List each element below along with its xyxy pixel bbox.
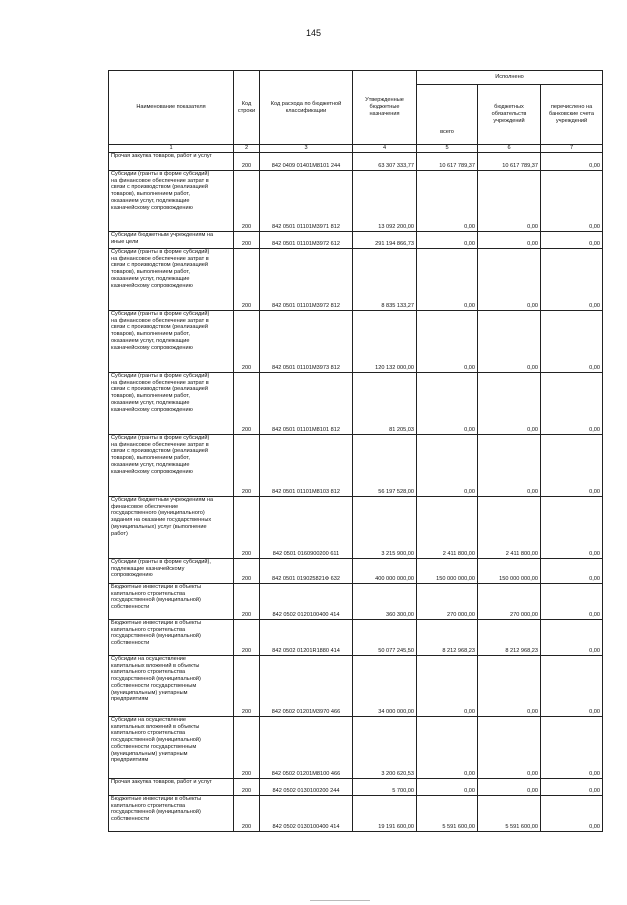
table-row [109, 497, 603, 559]
row-total-cell: 10 617 789,37 [417, 153, 478, 171]
row-approved-cell: 50 077 245,50 [353, 620, 417, 656]
row-expense-code-cell: 842 0409 01401M8101 244 [260, 153, 353, 171]
row-name-cell: Бюджетные инвестиции в объекты капитального строительства государственной (муниципальной) собственности [109, 584, 234, 620]
row-expense-code-cell: 842 0501 01101M3972 612 [260, 232, 353, 249]
table-row [109, 717, 603, 779]
row-line-code-cell: 200 [234, 796, 260, 832]
row-name-cell: Субсидии (гранты в форме субсидий), подлежащие казначейскому сопровождению [109, 559, 234, 584]
row-name-cell: Субсидии (гранты в форме субсидий) на финансовое обеспечение затрат в связи с производством (реализацией товаров), выполнением работ, оказанием услуг, подлежащие казначейскому сопровождению [109, 311, 234, 373]
row-name-cell: Прочая закупка товаров, работ и услуг [109, 779, 234, 796]
table-row [109, 249, 603, 311]
row-total-cell: 0,00 [417, 249, 478, 311]
table-row [109, 373, 603, 435]
row-total-cell: 5 591 600,00 [417, 796, 478, 832]
row-approved-cell: 56 197 528,00 [353, 435, 417, 497]
header-line-code: Код строки [234, 71, 260, 145]
row-line-code-cell: 200 [234, 656, 260, 717]
row-expense-code-cell: 842 0501 01101M8103 812 [260, 435, 353, 497]
row-name-cell: Субсидии (гранты в форме субсидий) на финансовое обеспечение затрат в связи с производством (реализацией товаров), выполнением работ, оказанием услуг, подлежащие казначейскому сопровождению [109, 435, 234, 497]
table-row [109, 232, 603, 249]
row-approved-cell: 400 000 000,00 [353, 559, 417, 584]
row-line-code-cell: 200 [234, 249, 260, 311]
table-row [109, 435, 603, 497]
row-total-cell: 0,00 [417, 435, 478, 497]
header-bank-transferred: перечислено на банковские счета учреждений [541, 85, 603, 145]
row-total-cell: 150 000 000,00 [417, 559, 478, 584]
row-obligations-cell: 0,00 [478, 232, 541, 249]
row-expense-code-cell: 842 0501 019025821Ф 632 [260, 559, 353, 584]
row-line-code-cell: 200 [234, 311, 260, 373]
row-approved-cell: 63 307 333,77 [353, 153, 417, 171]
row-total-cell: 0,00 [417, 373, 478, 435]
row-obligations-cell: 2 411 800,00 [478, 497, 541, 559]
row-total-cell: 0,00 [417, 311, 478, 373]
header-expense-code: Код расхода по бюджетной классификации [260, 71, 353, 145]
row-expense-code-cell: 842 0502 01201R1880 414 [260, 620, 353, 656]
row-approved-cell: 120 132 000,00 [353, 311, 417, 373]
row-obligations-cell: 5 591 600,00 [478, 796, 541, 832]
row-total-cell: 0,00 [417, 717, 478, 779]
header-budget-obligations: бюджетных обязательств учреждений [478, 85, 541, 145]
row-name-cell: Субсидии (гранты в форме субсидий) на финансовое обеспечение затрат в связи с производством (реализацией товаров), выполнением работ, оказанием услуг, подлежащие казначейскому сопровождению [109, 249, 234, 311]
row-obligations-cell: 270 000,00 [478, 584, 541, 620]
row-name-cell: Субсидии на осуществление капитальных вложений в объекты капитального строительства государственной (муниципальной) собственности государственным (муниципальным) унитарным предприятиям [109, 656, 234, 717]
column-number: 5 [417, 145, 478, 153]
budget-execution-table [108, 70, 603, 832]
row-bank-cell: 0,00 [541, 373, 603, 435]
column-number: 2 [234, 145, 260, 153]
table-row [109, 796, 603, 832]
table-row [109, 153, 603, 171]
row-approved-cell: 360 300,00 [353, 584, 417, 620]
row-approved-cell: 19 191 600,00 [353, 796, 417, 832]
page-edge-mark [310, 900, 370, 901]
row-total-cell: 0,00 [417, 779, 478, 796]
row-line-code-cell: 200 [234, 584, 260, 620]
row-bank-cell: 0,00 [541, 497, 603, 559]
table-row [109, 656, 603, 717]
row-expense-code-cell: 842 0501 01101M3971 812 [260, 171, 353, 232]
row-obligations-cell: 8 212 968,23 [478, 620, 541, 656]
row-bank-cell: 0,00 [541, 559, 603, 584]
row-bank-cell: 0,00 [541, 620, 603, 656]
table-row [109, 779, 603, 796]
row-total-cell: 0,00 [417, 171, 478, 232]
column-number: 6 [478, 145, 541, 153]
row-expense-code-cell: 842 0501 0160900200 611 [260, 497, 353, 559]
row-obligations-cell: 0,00 [478, 779, 541, 796]
row-total-cell: 0,00 [417, 232, 478, 249]
row-bank-cell: 0,00 [541, 171, 603, 232]
row-line-code-cell: 200 [234, 620, 260, 656]
table-row [109, 584, 603, 620]
row-obligations-cell: 0,00 [478, 249, 541, 311]
row-name-cell: Субсидии бюджетным учреждениям на иные цели [109, 232, 234, 249]
header-executed: Исполнено [417, 71, 603, 85]
row-obligations-cell: 10 617 789,37 [478, 153, 541, 171]
row-approved-cell: 8 835 133,27 [353, 249, 417, 311]
row-obligations-cell: 0,00 [478, 717, 541, 779]
row-expense-code-cell: 842 0501 01101M3973 812 [260, 311, 353, 373]
column-number: 1 [109, 145, 234, 153]
row-line-code-cell: 200 [234, 373, 260, 435]
row-name-cell: Субсидии бюджетным учреждениям на финансовое обеспечение государственного (муниципального) задания на оказание государственных (муниципальных) услуг (выполнение работ) [109, 497, 234, 559]
row-approved-cell: 291 194 866,73 [353, 232, 417, 249]
row-name-cell: Бюджетные инвестиции в объекты капитального строительства государственной (муниципальной) собственности [109, 796, 234, 832]
row-line-code-cell: 200 [234, 232, 260, 249]
row-approved-cell: 5 700,00 [353, 779, 417, 796]
row-approved-cell: 13 092 200,00 [353, 171, 417, 232]
column-number: 4 [353, 145, 417, 153]
row-bank-cell: 0,00 [541, 232, 603, 249]
row-total-cell: 270 000,00 [417, 584, 478, 620]
row-approved-cell: 81 205,03 [353, 373, 417, 435]
row-obligations-cell: 0,00 [478, 373, 541, 435]
row-bank-cell: 0,00 [541, 656, 603, 717]
table-row [109, 171, 603, 232]
row-approved-cell: 3 200 620,53 [353, 717, 417, 779]
row-line-code-cell: 200 [234, 497, 260, 559]
row-total-cell: 8 212 968,23 [417, 620, 478, 656]
row-bank-cell: 0,00 [541, 435, 603, 497]
row-bank-cell: 0,00 [541, 796, 603, 832]
row-obligations-cell: 0,00 [478, 435, 541, 497]
row-line-code-cell: 200 [234, 779, 260, 796]
row-bank-cell: 0,00 [541, 249, 603, 311]
row-expense-code-cell: 842 0501 01101M3972 812 [260, 249, 353, 311]
row-total-cell: 2 411 800,00 [417, 497, 478, 559]
row-name-cell: Субсидии на осуществление капитальных вложений в объекты капитального строительства государственной (муниципальной) собственности государственным (муниципальным) унитарным предприятиям [109, 717, 234, 779]
row-bank-cell: 0,00 [541, 311, 603, 373]
row-name-cell: Субсидии (гранты в форме субсидий) на финансовое обеспечение затрат в связи с производством (реализацией товаров), выполнением работ, оказанием услуг, подлежащие казначейскому сопровождению [109, 171, 234, 232]
table-row [109, 620, 603, 656]
row-obligations-cell: 0,00 [478, 171, 541, 232]
row-line-code-cell: 200 [234, 153, 260, 171]
row-expense-code-cell: 842 0502 01201M8100 466 [260, 717, 353, 779]
row-line-code-cell: 200 [234, 171, 260, 232]
row-total-cell: 0,00 [417, 656, 478, 717]
table-row [109, 559, 603, 584]
row-approved-cell: 3 215 900,00 [353, 497, 417, 559]
column-number: 3 [260, 145, 353, 153]
row-expense-code-cell: 842 0502 0120100400 414 [260, 584, 353, 620]
table-row [109, 311, 603, 373]
row-expense-code-cell: 842 0502 01201M3970 466 [260, 656, 353, 717]
row-bank-cell: 0,00 [541, 779, 603, 796]
row-approved-cell: 34 000 000,00 [353, 656, 417, 717]
row-expense-code-cell: 842 0501 01101M8101 812 [260, 373, 353, 435]
row-bank-cell: 0,00 [541, 584, 603, 620]
row-bank-cell: 0,00 [541, 153, 603, 171]
row-line-code-cell: 200 [234, 717, 260, 779]
row-obligations-cell: 0,00 [478, 656, 541, 717]
row-obligations-cell: 150 000 000,00 [478, 559, 541, 584]
row-obligations-cell: 0,00 [478, 311, 541, 373]
row-line-code-cell: 200 [234, 435, 260, 497]
header-total: всего [417, 85, 478, 145]
page-number: 145 [305, 28, 322, 38]
row-bank-cell: 0,00 [541, 717, 603, 779]
row-name-cell: Субсидии (гранты в форме субсидий) на финансовое обеспечение затрат в связи с производством (реализацией товаров), выполнением работ, оказанием услуг, подлежащие казначейскому сопровождению [109, 373, 234, 435]
row-name-cell: Прочая закупка товаров, работ и услуг [109, 153, 234, 171]
header-name: Наименование показателя [109, 71, 234, 145]
column-number: 7 [541, 145, 603, 153]
row-name-cell: Бюджетные инвестиции в объекты капитального строительства государственной (муниципальной) собственности [109, 620, 234, 656]
row-expense-code-cell: 842 0502 0130100400 414 [260, 796, 353, 832]
row-expense-code-cell: 842 0502 0130100200 244 [260, 779, 353, 796]
header-approved: Утвержденные бюджетные назначения [353, 71, 417, 145]
row-line-code-cell: 200 [234, 559, 260, 584]
